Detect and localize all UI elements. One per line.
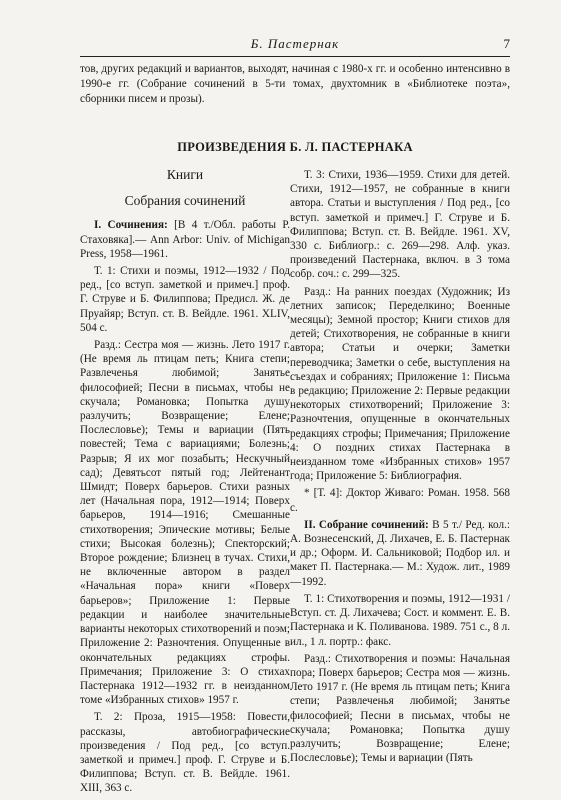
right-column — [290, 168, 510, 768]
volume-4: * [Т. 4]: Доктор Живаго: Роман. 1958. 568 с. — [290, 487, 510, 514]
volume-1b: Т. 1: Стихотворения и поэмы, 1912—1931 / Вступ. ст. Д. Лихачева; Сост. и коммент. Е. В. Пастернака и К. Поливанова. 1989. 751 с., 8 л. ил., 1 л. портр.: факс. — [290, 592, 510, 648]
page-number: 7 — [503, 36, 510, 51]
intro-paragraph: тов, других редакций и вариантов, выходят, начиная с 1980-х гг. и особенно интенсивно в 1990-е гг. (Собрание сочинений в 5-ти томах, двухтомник в «Библиотеке поэта», сборники писем и прозы). — [80, 63, 510, 105]
volume-3: Т. 3: Стихи, 1936—1959. Стихи для детей. Стихи, 1912—1957, не собранные в книги автора. Статьи и выступления / Под ред., [со вступ. заметкой и примеч.] Г. Струве и Б. Филиппова; Вступ. ст. В. Вейдле. 1961. XV, 330 с. Библиогр.: с. 269—298. Алф. указ. произведений Пастернака, включ. в 3 тома собр. соч.: с. 299—325. — [290, 169, 510, 281]
entry-2-label: II. Собрание сочинений: — [304, 518, 429, 531]
entry-2 — [290, 518, 510, 589]
volume-2: Т. 2: Проза, 1915—1958: Повести, рассказы, автобиографические произведения / Под ред., [со вступ. заметкой и примеч.] проф. Г. Струве и Б. Филиппова; Вступ. ст. В. Вейдле. 1961. XIII, 363 с. — [80, 711, 290, 795]
volume-1-contents: Разд.: Сестра моя — жизнь. Лето 1917 г. (Не время ль птицам петь; Книга степи; Развлеченья любимой; Занятье философией; Песни в письмах, чтобы не скучала; Романовка; Попытка душу разлучить; Возвращение; Елене; Послесловье); Темы и вариации (Пять повестей; Тема с вариациями; Болезнь; Разрыв; Я их мог позабыть; Нескучный сад); Девятьсот пятый год; Лейтенант Шмидт; Поверх барьеров. Стихи разных лет (Начальная пора, 1912—1914; Поверх барьеров, 1914—1916; Смешанные стихотворения; Эпические мотивы; Белые стихи; Высокая болезнь); Спекторский; Второе рождение; Близнец в тучах. Стихи, не включенные автором в раздел «Начальная пора» книги «Поверх барьеров»; Приложение 1: Первые редакции и наиболее значительные варианты некоторых стихотворений и поэм; Приложение 2: Разночтения. Опущенные в окончательных редакциях строфы. Примечания; Приложение 3: О стихах Пастернака 1912—1932 гг. в неизданном томе «Избранных стихов» 1957 г. — [80, 339, 290, 707]
entry-1-label: I. Сочинения: — [94, 219, 168, 232]
left-column — [80, 168, 290, 799]
running-title: Б. Пастернак — [250, 36, 340, 51]
books-heading: Книги — [166, 167, 204, 182]
volume-1: Т. 1: Стихи и поэмы, 1912—1932 / Под ред., [со вступ. заметкой и примеч.] проф. Г. Струве и Б. Филиппова; Предисл. Ж. де Пруайяр; Вступ. ст. В. Вейдле. 1961. XLIV, 504 с. — [80, 265, 290, 334]
volume-3-contents: Разд.: На ранних поездах (Художник; Из летних записок; Переделкино; Военные месяцы); Земной простор; Книги стихов для детей; Стихотворения, не собранные в книги автора; Статьи и очерки; Заметки переводчика; Заметки о себе, выступления на съездах и собраниях; Приложение 1: Письма в редакцию; Приложение 2: Первые редакции некоторых стихотворений; Приложение 3: Разночтения, опущенные в окончательных редакциях строфы; Примечания; Приложение 4: О поздних стихах Пастернака в неизданном томе «Избранных стихов» 1957 года; Приложение 5: Библиография. — [290, 285, 510, 483]
section-title: ПРОИЗВЕДЕНИЯ Б. Л. ПАСТЕРНАКА — [177, 140, 413, 154]
entry-1-text: [В 4 т./Обл. работы Р. Стаховяка].— Ann Arbor: Univ. of Michigan Press, 1958—1961. — [80, 219, 291, 260]
collected-works-heading: Собрания сочинений — [124, 193, 246, 209]
entry-1 — [80, 218, 290, 261]
entry-2-text: В 5 т./ Ред. кол.: А. Вознесенский, Д. Лихачев, Е. Б. Пастернак и др.; Оформ. И. Сальниковой; Подбор ил. и макет П. Пастернака.— М.: Худож. лит., 1989—1992. — [290, 518, 510, 588]
running-head — [80, 36, 510, 57]
volume-1b-contents: Разд.: Стихотворения и поэмы: Начальная пора; Поверх барьеров; Сестра моя — жизнь. Лето 1917 г. (Не время ль птицам петь; Книга степи; Развлеченья любимой; Занятье философией; Песни в письмах, чтобы не скучала; Романовка; Попытка душу разлучить; Возвращение; Елене; Послесловье); Темы и вариации (Пять — [290, 652, 510, 765]
